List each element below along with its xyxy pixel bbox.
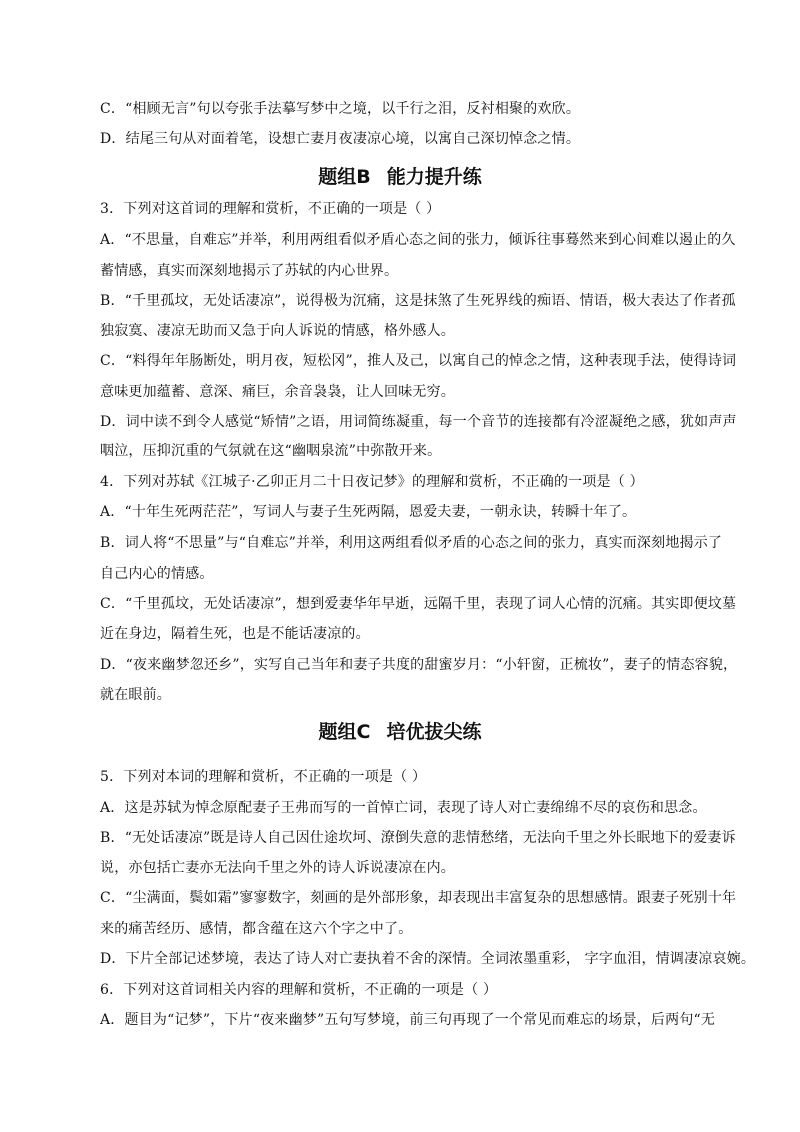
q3-option-d-cont: 咽泣，压抑沉重的气氛就在这“幽咽泉流”中弥散开来。 — [100, 443, 442, 459]
q2-option-c: C．“相顾无言”句以夸张手法摹写梦中之境，以千行之泪，反衬相聚的欢欣。 — [100, 101, 581, 117]
q4-option-c: C．“千里孤坟，无处话凄凉”，想到爱妻华年早逝，远隔千里，表现了词人心情的沉痛。其实即便坟墓 — [100, 596, 737, 612]
q3-option-d: D．词中读不到令人感觉“矫情”之语，用词简练凝重，每一个音节的连接都有冷涩凝绝之感，犹如声声 — [100, 414, 737, 430]
q3-stem: 3．下列对这首词的理解和赏析，不正确的一项是（ ） — [100, 201, 441, 217]
q4-option-b: B．词人将“不思量”与“自难忘”并举，利用这两组看似矛盾的心态之间的张力，真实而深刻地揭示了 — [100, 535, 723, 551]
q5-option-b: B．“无处话凄凉”既是诗人自己因仕途坎坷、潦倒失意的悲情愁绪，无法向千里之外长眠地下的爱妻诉 — [100, 830, 736, 846]
q6-option-a: A．题目为“记梦”，下片“夜来幽梦”五句写梦境，前三句再现了一个常见而难忘的场景，后两句“无 — [100, 1012, 716, 1028]
q3-option-b: B．“千里孤坟，无处话凄凉”，说得极为沉痛，这是抹煞了生死界线的痴语、情语，极大表达了作者孤 — [100, 293, 736, 309]
q6-stem: 6．下列对这首词相关内容的理解和赏析，不正确的一项是（ ） — [100, 982, 498, 998]
q4-option-d: D．“夜来幽梦忽还乡”，实写自己当年和妻子共度的甜蜜岁月：“小轩窗，正梳妆”，妻子的情态容貌， — [100, 657, 738, 673]
q5-option-b-cont: 说，亦包括亡妻亦无法向千里之外的诗人诉说凄凉在内。 — [100, 860, 455, 876]
section-heading-group-c — [0, 720, 800, 744]
q4-option-c-cont: 近在身边，隔着生死，也是不能话凄凉的。 — [100, 626, 370, 642]
q4-option-a: A．“十年生死两茫茫”，写词人与妻子生死两隔，恩爱夫妻，一朝永诀，转瞬十年了。 — [100, 504, 637, 520]
q3-option-c: C．“料得年年肠断处，明月夜，短松冈”，推人及己，以寓自己的悼念之情，这种表现手法，使得诗词 — [100, 353, 737, 369]
group-c-label: 题组C — [318, 721, 371, 743]
section-heading-group-b — [0, 165, 800, 189]
q3-option-a-cont: 蓄情感，真实而深刻地揭示了苏轼的内心世界。 — [100, 263, 399, 279]
q5-option-d: D．下片全部记述梦境，表达了诗人对亡妻执着不舍的深情。全词浓墨重彩， 字字血泪，情调凄凉哀婉。 — [100, 951, 756, 967]
q4-option-b-cont: 自己内心的情感。 — [100, 566, 214, 582]
q2-option-d: D．结尾三句从对面着笔，设想亡妻月夜凄凉心境，以寓自己深切悼念之情。 — [100, 131, 581, 147]
q3-option-a: A．“不思量，自难忘”并举，利用两组看似矛盾心态之间的张力，倾诉往事蓦然来到心间难以遏止的久 — [100, 232, 736, 248]
group-b-title: 能力提升练 — [386, 166, 482, 188]
group-b-label: 题组B — [318, 166, 371, 188]
q5-option-c-cont: 来的痛苦经历、感情，都含蕴在这六个字之中了。 — [100, 921, 413, 937]
group-c-title: 培优拔尖练 — [386, 721, 482, 743]
q5-option-c: C．“尘满面，鬓如霜”寥寥数字，刻画的是外部形象，却表现出丰富复杂的思想感情。跟妻子死别十年 — [100, 890, 737, 906]
q5-stem: 5．下列对本词的理解和赏析，不正确的一项是（ ） — [100, 769, 427, 785]
q4-option-d-cont: 就在眼前。 — [100, 687, 171, 703]
q3-option-b-cont: 独寂寞、凄凉无助而又急于向人诉说的情感，格外感人。 — [100, 323, 455, 339]
q3-option-c-cont: 意味更加蕴蓄、意深、痛巨，余音袅袅，让人回味无穷。 — [100, 384, 455, 400]
q4-stem: 4．下列对苏轼《江城子·乙卯正月二十日夜记梦》的理解和赏析，不正确的一项是（ ） — [100, 474, 644, 490]
q5-option-a: A．这是苏轼为悼念原配妻子王弗而写的一首悼亡词，表现了诗人对亡妻绵绵不尽的哀伤和思念。 — [100, 800, 707, 816]
